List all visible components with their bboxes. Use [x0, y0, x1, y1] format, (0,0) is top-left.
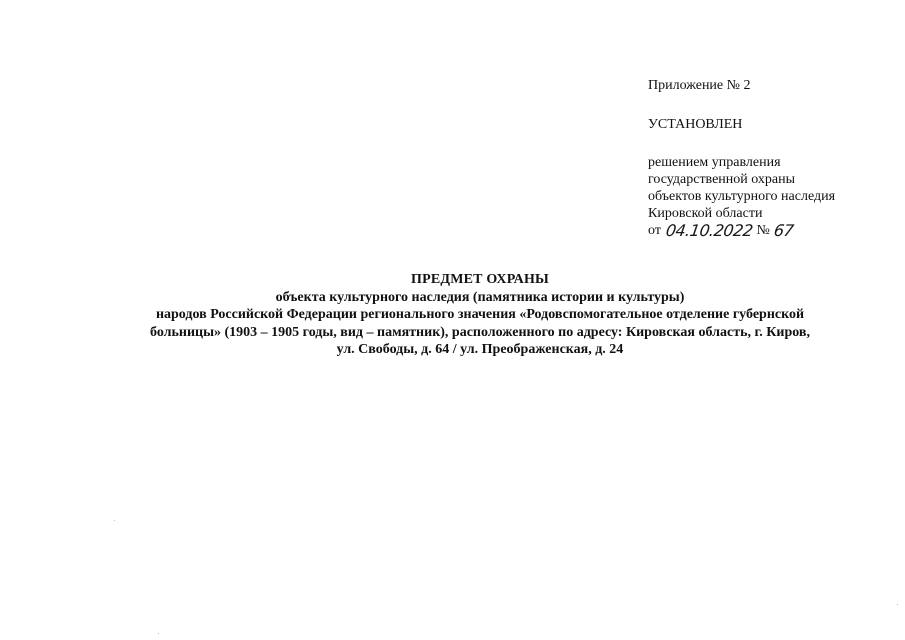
scan-speck [897, 604, 898, 605]
decision-line-4: Кировской области [648, 206, 763, 221]
established-label: УСТАНОВЛЕН [648, 117, 743, 132]
from-label: от [648, 223, 661, 238]
title-line-2: народов Российской Федерации регионального значения «Родовспомогательное отделение губернской [155, 307, 805, 322]
handwritten-date: 04.10.2022 [664, 221, 754, 240]
scan-speck [158, 633, 159, 634]
document-heading: ПРЕДМЕТ ОХРАНЫ [410, 272, 549, 287]
appendix-number: Приложение № 2 [648, 78, 751, 93]
title-line-3: больницы» (1903 – 1905 годы, вид – памятник), расположенного по адресу: Кировская область, г. Киров, [150, 324, 810, 340]
handwritten-number: 67 [772, 221, 795, 240]
title-block [80, 271, 880, 359]
decision-line-3: объектов культурного наследия [648, 189, 836, 204]
title-line-4: ул. Свободы, д. 64 / ул. Преображенская, д. 24 [336, 342, 624, 357]
scan-speck [114, 520, 115, 521]
approval-block [648, 77, 898, 239]
decision-line-2: государственной охраны [648, 172, 796, 187]
number-sign: № [756, 223, 770, 238]
title-line-1: объекта культурного наследия (памятника истории и культуры) [275, 289, 685, 305]
date-number-line [648, 222, 898, 239]
decision-line-1: решением управления [648, 155, 781, 170]
